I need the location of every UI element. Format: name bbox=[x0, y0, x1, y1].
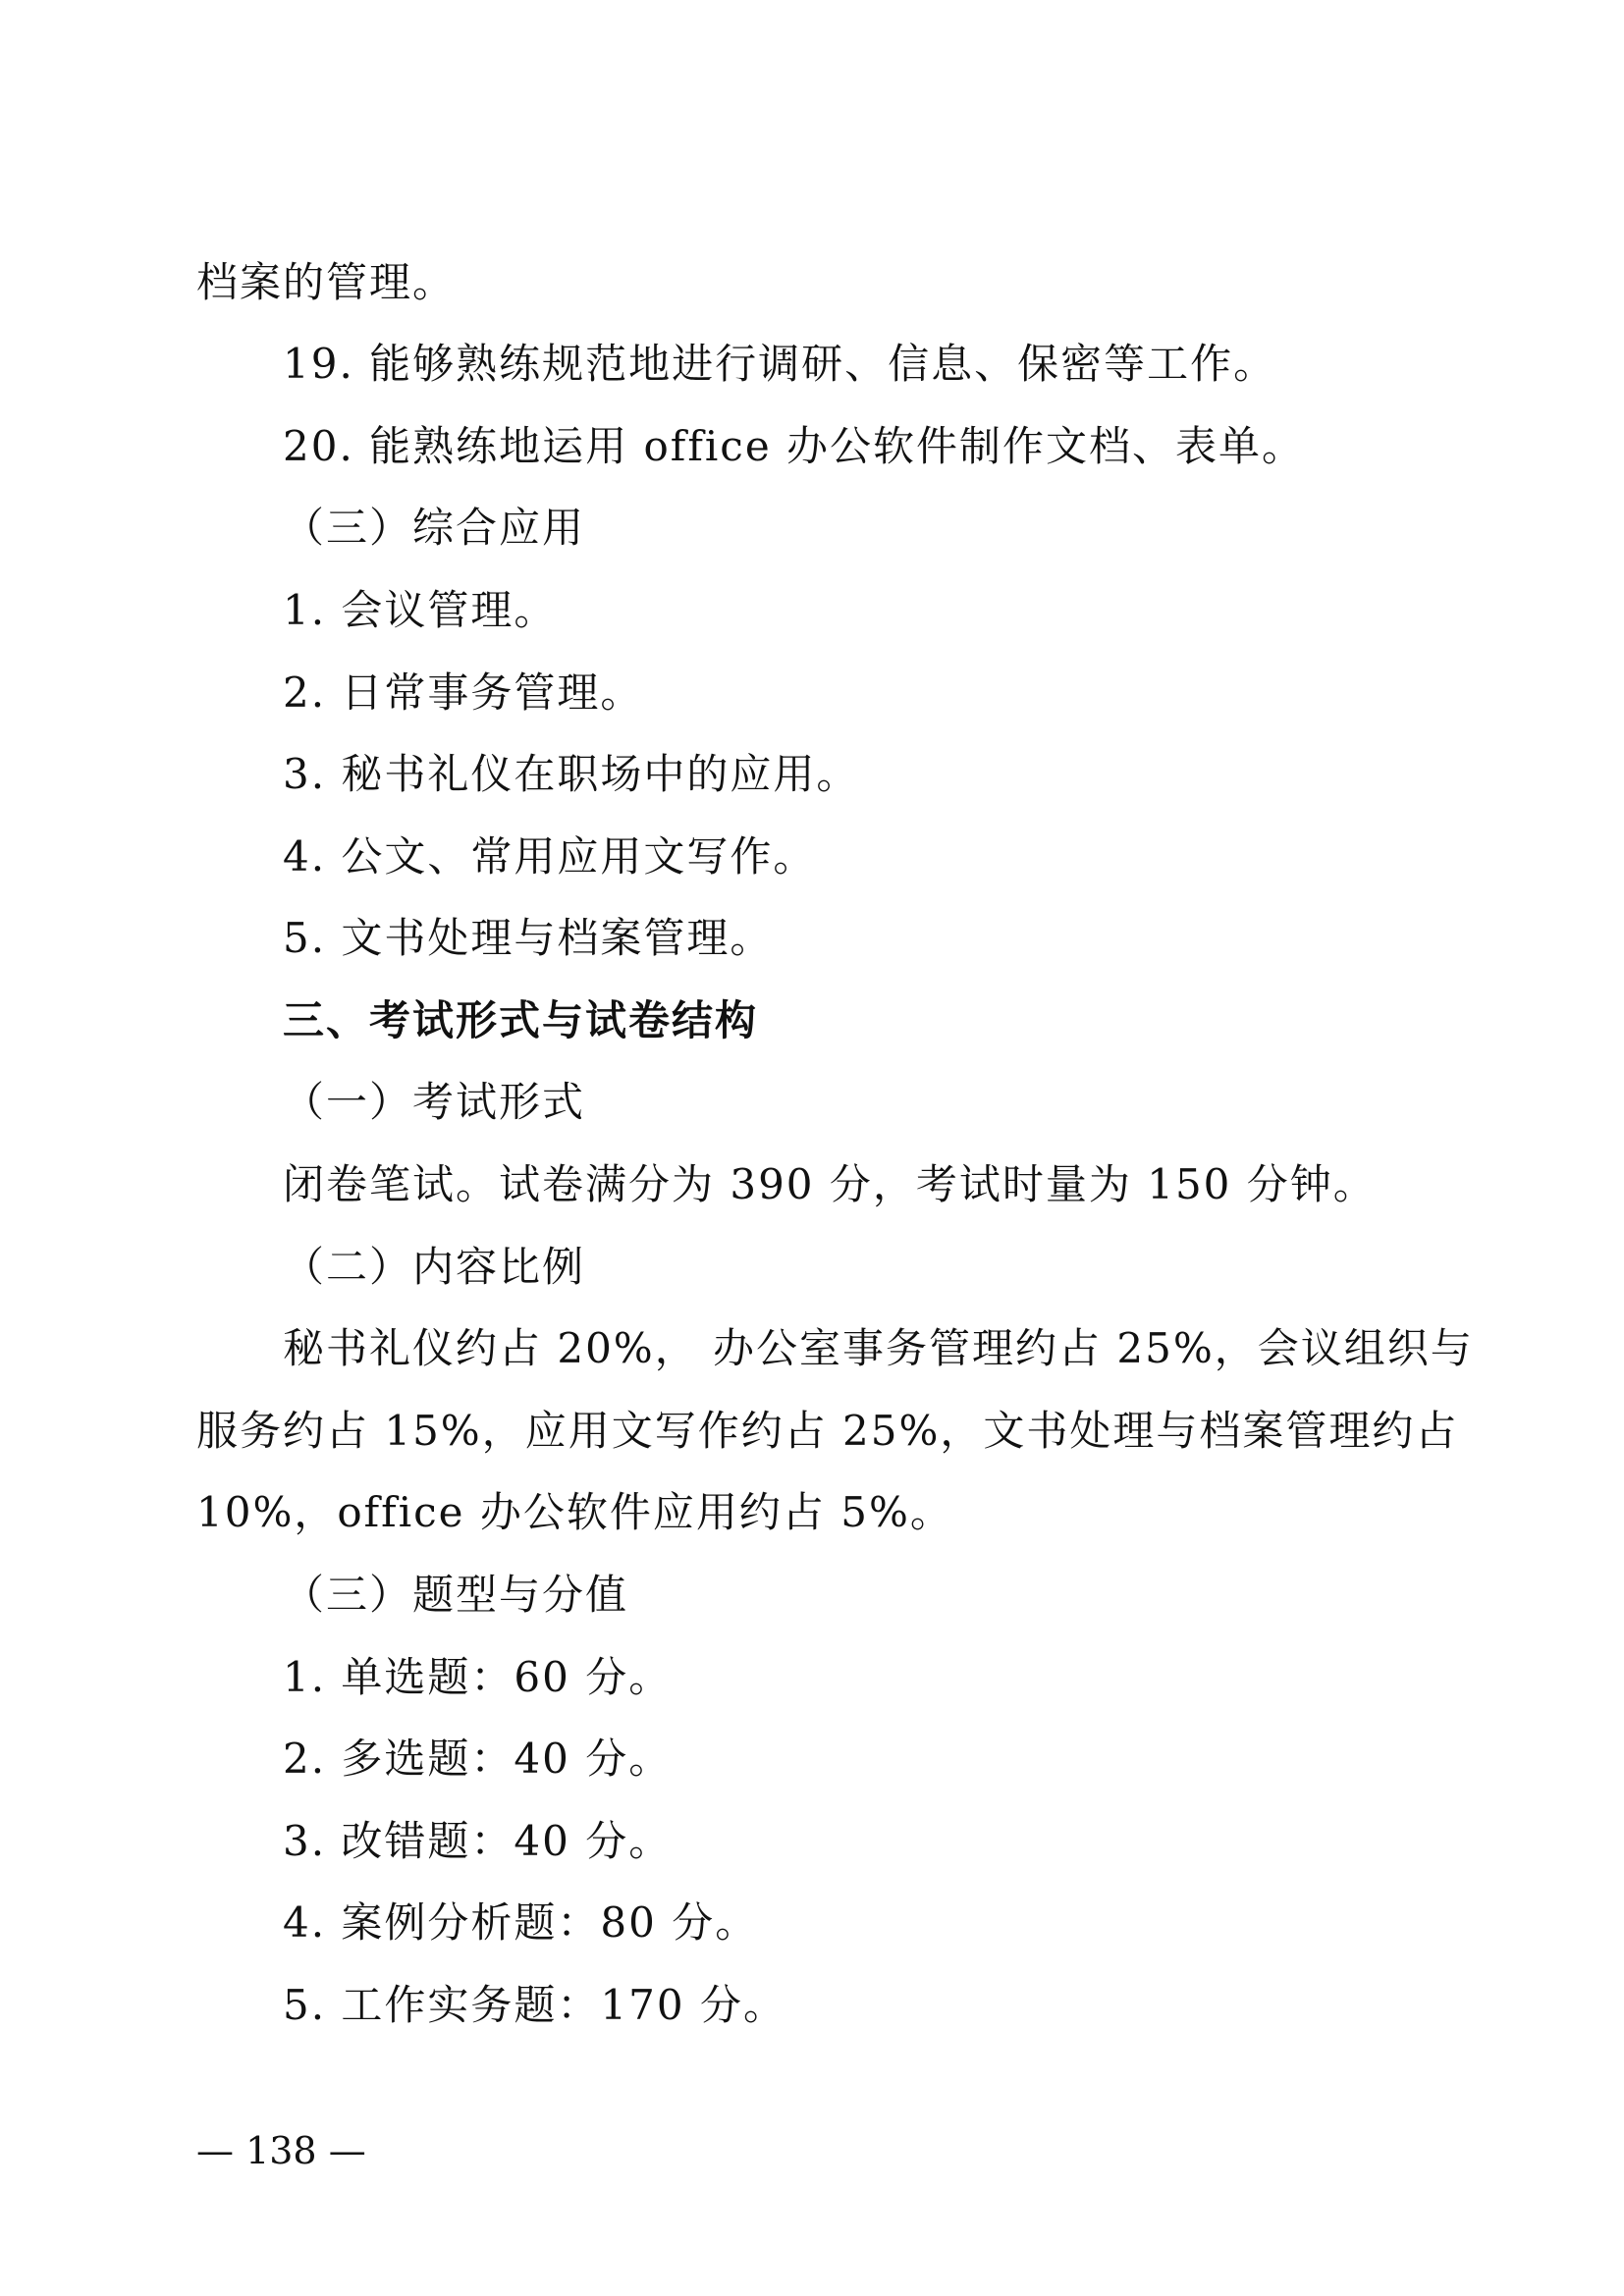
list-item-single-choice: 1. 单选题：60 分。 bbox=[283, 1653, 673, 1701]
subheading-comprehensive-application: （三）综合应用 bbox=[283, 504, 586, 552]
list-item-1: 1. 会议管理。 bbox=[283, 586, 558, 634]
text-line-archive-management: 档案的管理。 bbox=[196, 258, 457, 306]
list-item-2: 2. 日常事务管理。 bbox=[283, 668, 644, 717]
subheading-exam-form: （一）考试形式 bbox=[283, 1078, 586, 1126]
paragraph-content-ratio-line2: 服务约占 15%，应用文写作约占 25%，文书处理与档案管理约占 bbox=[196, 1407, 1459, 1455]
list-item-5: 5. 文书处理与档案管理。 bbox=[283, 914, 774, 962]
list-item-error-correction: 3. 改错题：40 分。 bbox=[283, 1817, 673, 1865]
subheading-content-ratio: （二）内容比例 bbox=[283, 1243, 586, 1291]
paragraph-content-ratio-line1: 秘书礼仪约占 20%， 办公室事务管理约占 25%，会议组织与 bbox=[283, 1324, 1474, 1372]
list-item-practical-work: 5. 工作实务题：170 分。 bbox=[283, 1981, 786, 2029]
subheading-question-types: （三）题型与分值 bbox=[283, 1571, 629, 1619]
list-item-19: 19. 能够熟练规范地进行调研、信息、保密等工作。 bbox=[283, 340, 1277, 388]
section-heading-exam-format: 三、考试形式与试卷结构 bbox=[283, 996, 759, 1044]
list-item-case-analysis: 4. 案例分析题：80 分。 bbox=[283, 1898, 759, 1947]
list-item-4: 4. 公文、常用应用文写作。 bbox=[283, 832, 817, 881]
paragraph-content-ratio-line3: 10%，office 办公软件应用约占 5%。 bbox=[196, 1488, 953, 1536]
list-item-3: 3. 秘书礼仪在职场中的应用。 bbox=[283, 750, 860, 798]
list-item-20: 20. 能熟练地运用 office 办公软件制作文档、表单。 bbox=[283, 422, 1306, 470]
page-number: — 138 — bbox=[196, 2129, 366, 2172]
list-item-multiple-choice: 2. 多选题：40 分。 bbox=[283, 1735, 673, 1783]
paragraph-exam-form: 闭卷笔试。试卷满分为 390 分，考试时量为 150 分钟。 bbox=[283, 1160, 1377, 1208]
